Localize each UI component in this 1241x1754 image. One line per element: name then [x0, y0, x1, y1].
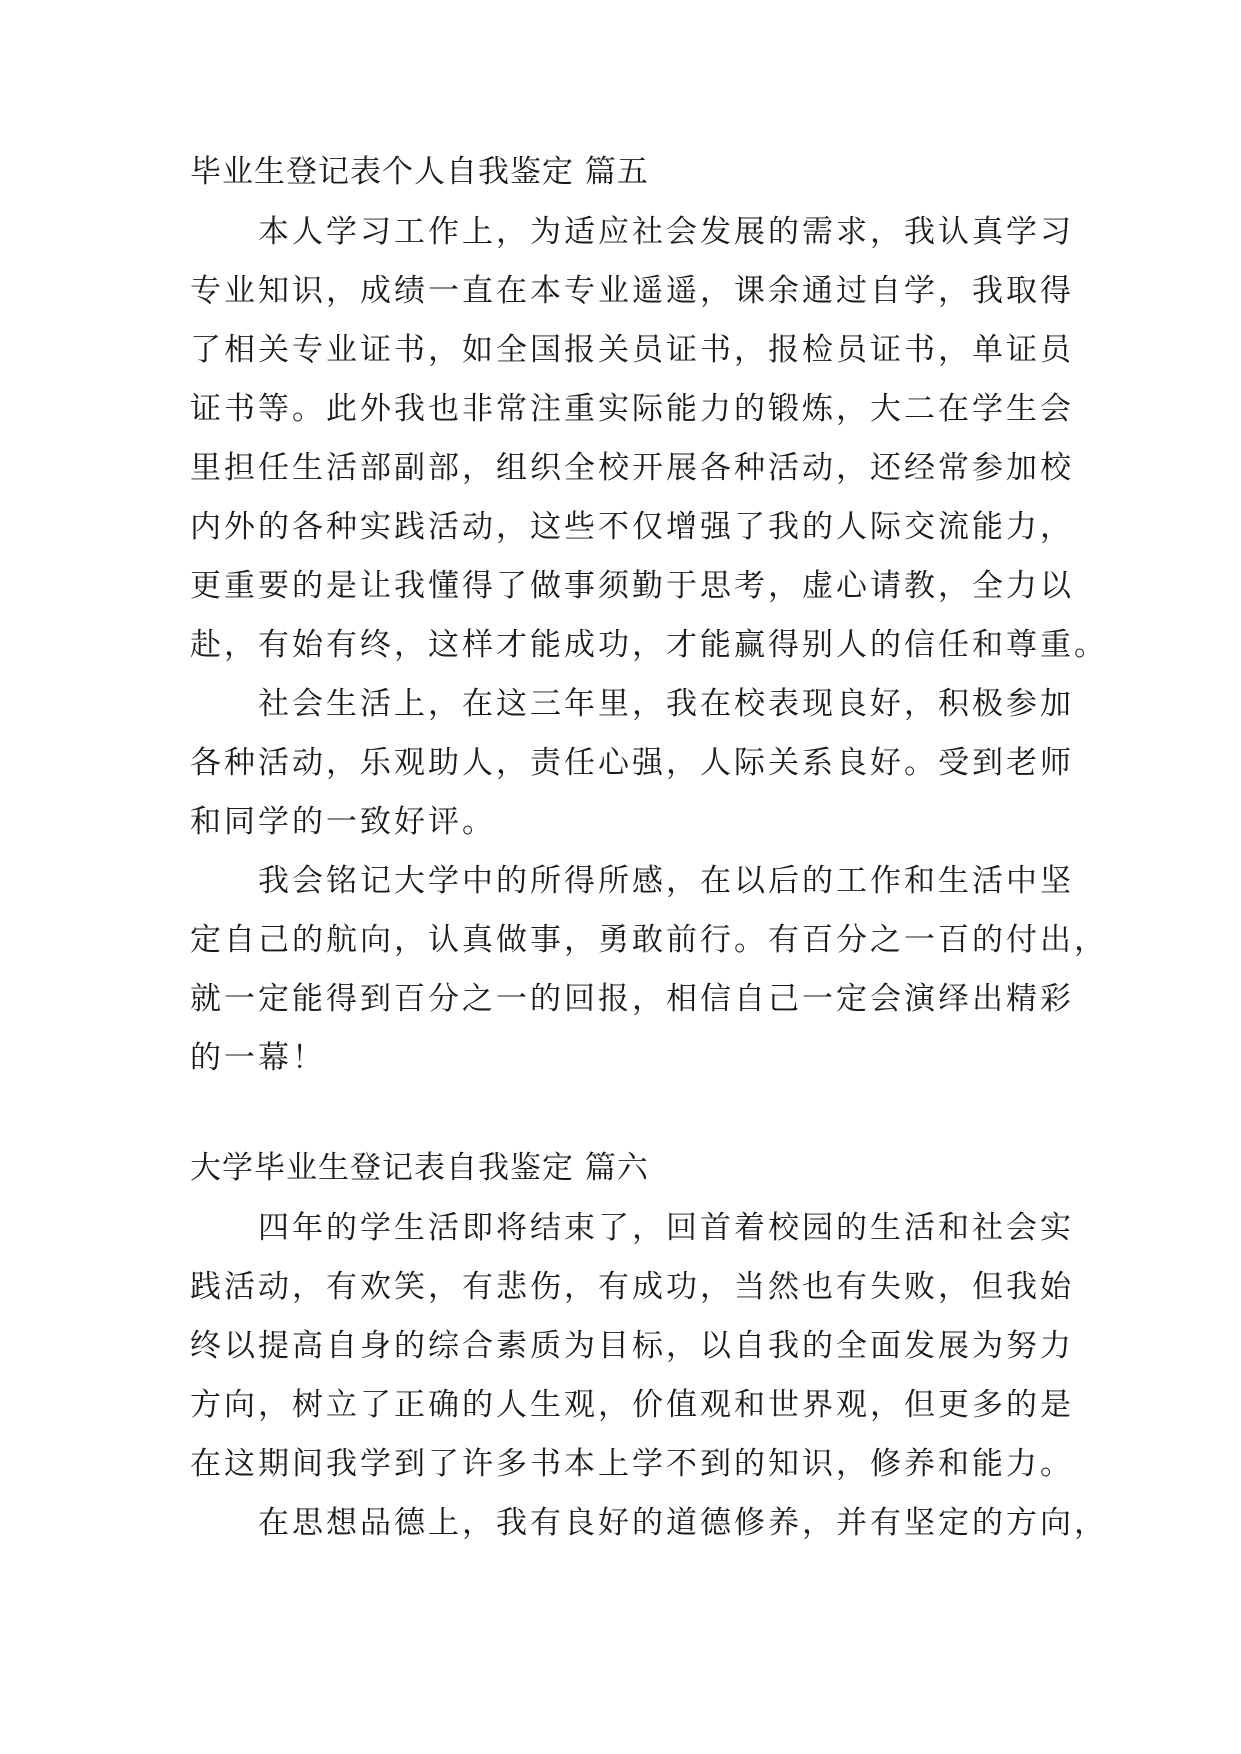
- paragraph-line: 方向，树立了正确的人生观，价值观和世界观，但更多的是: [190, 1387, 1074, 1423]
- paragraph-line: 在思想品德上，我有良好的道德修养，并有坚定的方向，: [190, 1505, 1108, 1541]
- paragraph-line: 在这期间我学到了许多书本上学不到的知识，修养和能力。: [190, 1446, 1074, 1482]
- paragraph-line: 就一定能得到百分之一的回报，相信自己一定会演绎出精彩: [190, 981, 1074, 1017]
- section-heading: 大学毕业生登记表自我鉴定 篇六: [190, 1150, 649, 1186]
- paragraph-line: 了相关专业证书，如全国报关员证书，报检员证书，单证员: [190, 332, 1074, 368]
- paragraph-line: 的一幕！: [190, 1040, 326, 1076]
- paragraph-line: 定自己的航向，认真做事，勇敢前行。有百分之一百的付出，: [190, 922, 1108, 958]
- paragraph-line: 和同学的一致好评。: [190, 804, 496, 840]
- paragraph-line: 本人学习工作上，为适应社会发展的需求，我认真学习: [190, 214, 1074, 250]
- paragraph-line: 践活动，有欢笑，有悲伤，有成功，当然也有失败，但我始: [190, 1269, 1074, 1305]
- section-heading: 毕业生登记表个人自我鉴定 篇五: [190, 154, 649, 190]
- paragraph-line: 内外的各种实践活动，这些不仅增强了我的人际交流能力，: [190, 509, 1074, 545]
- paragraph-line: 赴，有始有终，这样才能成功，才能赢得别人的信任和尊重。: [190, 627, 1108, 663]
- paragraph-line: 专业知识，成绩一直在本专业遥遥，课余通过自学，我取得: [190, 273, 1074, 309]
- paragraph-line: 各种活动，乐观助人，责任心强，人际关系良好。受到老师: [190, 745, 1074, 781]
- paragraph-line: 终以提高自身的综合素质为目标，以自我的全面发展为努力: [190, 1328, 1074, 1364]
- paragraph-line: 证书等。此外我也非常注重实际能力的锻炼，大二在学生会: [190, 391, 1074, 427]
- paragraph-line: 更重要的是让我懂得了做事须勤于思考，虚心请教，全力以: [190, 568, 1074, 604]
- paragraph-line: 里担任生活部副部，组织全校开展各种活动，还经常参加校: [190, 450, 1074, 486]
- paragraph-line: 四年的学生活即将结束了，回首着校园的生活和社会实: [190, 1210, 1074, 1246]
- paragraph-line: 我会铭记大学中的所得所感，在以后的工作和生活中坚: [190, 863, 1074, 899]
- paragraph-line: 社会生活上，在这三年里，我在校表现良好，积极参加: [190, 686, 1074, 722]
